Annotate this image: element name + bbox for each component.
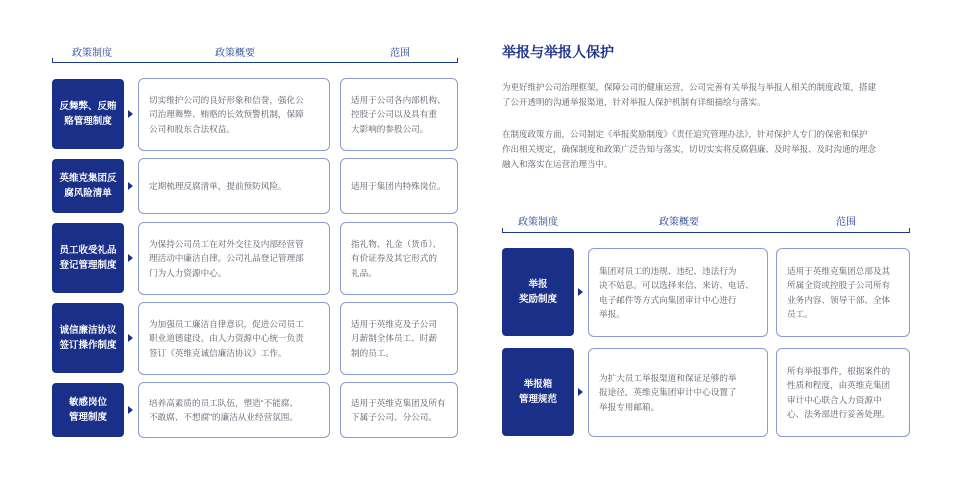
policy-scope-box	[776, 348, 910, 437]
header-tick	[909, 228, 910, 232]
policy-scope: 指礼物、礼金（货币）、 有价证券及其它形式的 礼品。	[351, 238, 442, 278]
policy-summary: 切实维护公司的良好形象和信誉，强化公 司治理舞弊、贿赂的长效预警机制，保障 公司和股东合法权益。	[149, 94, 304, 134]
policy-scope: 适用于英维克及子公司 月薪制全体员工、时薪 制的员工。	[351, 318, 437, 358]
policy-scope: 所有举报事件，根据案件的 性质和程度，由英维克集团 审计中心联合人力资源中 心、法务部进行妥善处理。	[787, 365, 891, 419]
header-scope: 范围	[836, 217, 856, 228]
policy-name: 敏感岗位 管理制度	[68, 397, 107, 423]
header-rule	[52, 62, 458, 63]
arrow-icon	[128, 182, 133, 190]
policy-summary: 集团对员工的违规、违纪、违法行为 决不姑息。可以选择来信、来访、电话、 电子邮件等方式向集团审计中心进行 举报。	[599, 265, 754, 319]
policy-name-box	[52, 223, 124, 293]
arrow-icon	[128, 254, 133, 262]
header-tick	[457, 58, 458, 62]
policy-summary: 培养高素质的员工队伍，塑造“不能腐、 不敢腐、不想腐”的廉洁从业经营氛围。	[149, 397, 298, 422]
policy-summary: 定期梳理反腐清单，提前预防风险。	[149, 180, 287, 191]
policy-scope-box	[340, 78, 458, 151]
header-tick	[502, 228, 503, 232]
policy-name: 举报箱 管理规范	[518, 379, 557, 405]
policy-summary-box	[138, 158, 330, 214]
policy-scope: 适用于集团内特殊岗位。	[351, 180, 446, 191]
policy-name: 员工收受礼品 登记管理制度	[59, 245, 117, 271]
policy-scope: 适用于英维克集团及所有 下属子公司、分公司。	[351, 397, 446, 422]
header-tick	[52, 58, 53, 62]
policy-summary: 为扩大员工举报渠道和保证足够的举 报途径，英维克集团审计中心设置了 举报专用邮箱。	[599, 372, 737, 412]
header-policy: 政策制度	[72, 48, 112, 59]
policy-summary-box	[138, 302, 330, 375]
arrow-icon	[128, 334, 133, 342]
policy-summary-box	[588, 348, 768, 437]
policy-name: 反舞弊、反贿 赂管理制度	[59, 101, 117, 127]
header-rule	[502, 232, 910, 233]
policy-name-box	[52, 159, 124, 213]
policy-name: 举报 奖励制度	[518, 279, 557, 305]
header-scope: 范围	[390, 48, 410, 59]
policy-name: 英维克集团反 腐风险清单	[59, 173, 117, 199]
policy-name-box	[502, 348, 574, 436]
arrow-icon	[578, 388, 583, 396]
header-summary: 政策概要	[215, 48, 255, 59]
policy-scope-box	[340, 382, 458, 438]
policy-name-box	[52, 383, 124, 437]
policy-name: 诚信廉洁协议 签订操作制度	[59, 325, 117, 351]
policy-summary-box	[138, 222, 330, 295]
policy-scope-box	[340, 222, 458, 295]
policy-name-box	[52, 303, 124, 373]
policy-scope-box	[340, 158, 458, 214]
section-title: 举报与举报人保护	[502, 44, 614, 60]
policy-scope-box	[340, 302, 458, 375]
arrow-icon	[128, 110, 133, 118]
policy-summary-box	[138, 382, 330, 438]
policy-name-box	[502, 248, 574, 336]
policy-scope: 适用于公司各内部机构、 控股子公司以及具有重 大影响的参股公司。	[351, 94, 446, 134]
policy-summary-box	[138, 78, 330, 151]
header-policy: 政策制度	[518, 217, 558, 228]
arrow-icon	[578, 288, 583, 296]
policy-summary-box	[588, 248, 768, 337]
policy-name-box	[52, 79, 124, 149]
policy-summary: 为保持公司员工在对外交往及内部经营管 理活动中廉洁自律。公司礼品登记管理部 门为人力资源中心。	[149, 238, 304, 278]
header-summary: 政策概要	[659, 217, 699, 228]
policy-paragraph: 在制度政策方面，公司制定《举报奖励制度》《责任追究管理办法》，针对保护人专门的保密和保护 作出相关规定，确保制度和政策广泛告知与落实，切切实实将反腐倡廉、及时举报、及时沟通的理念 融入和落实在运营治理当中。	[502, 129, 877, 169]
policy-scope-box	[776, 248, 910, 337]
policy-summary: 为加强员工廉洁自律意识，促进公司员工 职业道德建设。由人力资源中心统一负责 签订《英维克诚信廉洁协议》工作。	[149, 318, 304, 358]
intro-paragraph: 为更好维护公司治理框架，保障公司的健康运营，公司完善有关举报与举报人相关的制度政策，搭建 了公开透明的沟通举报渠道，针对举报人保护机制有详细描绘与落实。	[502, 82, 877, 107]
policy-scope: 适用于英维克集团总部及其 所属全资或控股子公司所有 业务内容、领导干部、全体 员工。	[787, 265, 891, 319]
arrow-icon	[128, 406, 133, 414]
